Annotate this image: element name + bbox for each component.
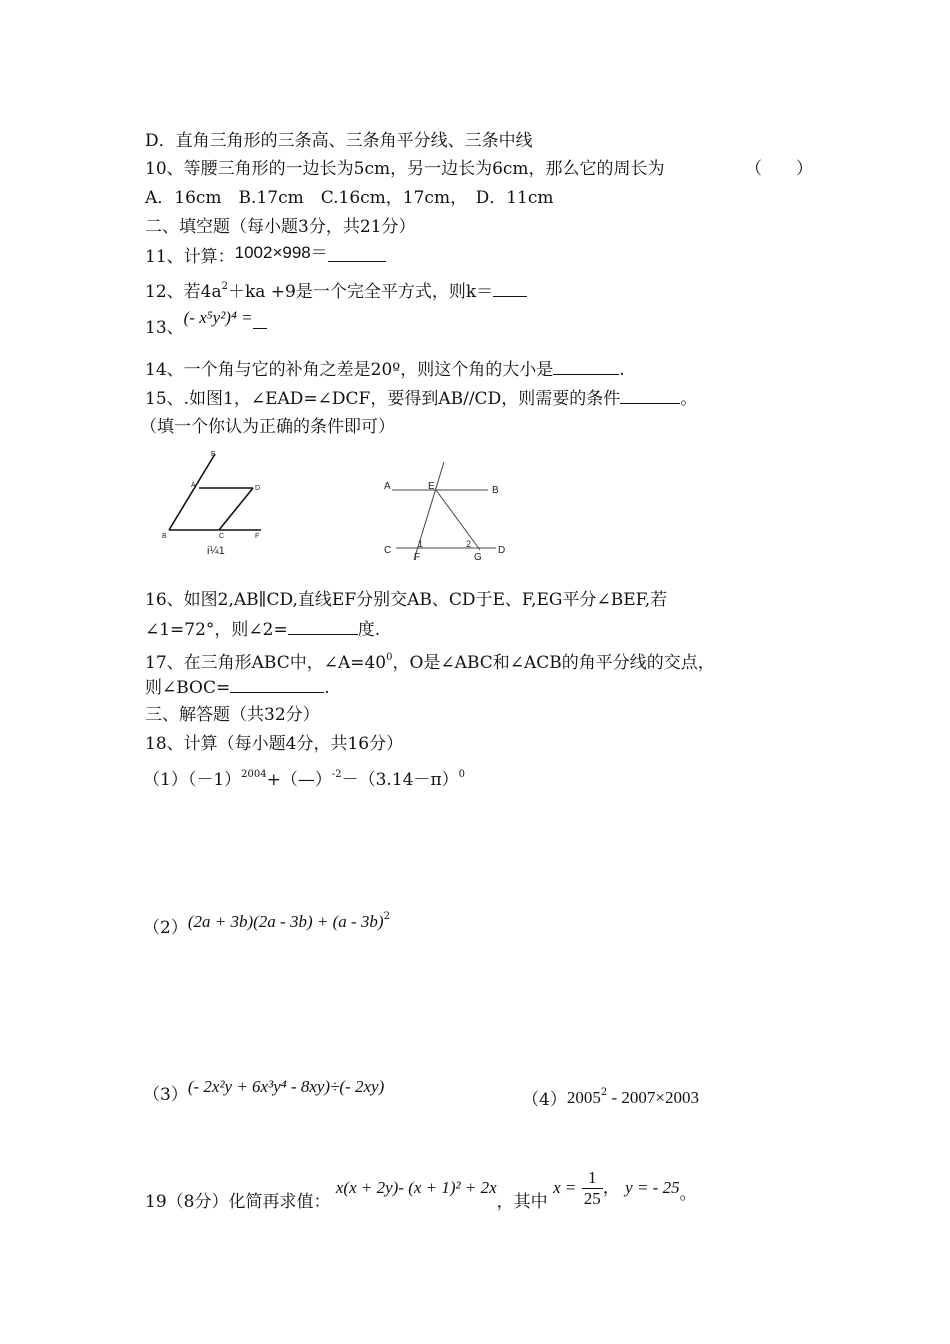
exponent: 0: [458, 769, 465, 780]
label-angle-1: 1: [418, 539, 424, 549]
answer-blank[interactable]: [230, 676, 324, 693]
question-17b-pre: 则∠BOC=: [145, 678, 231, 698]
part-4-a: 2005: [566, 1088, 601, 1107]
question-13-label: 13、: [145, 318, 184, 338]
figure-1: [155, 448, 275, 560]
part-4-b: - 2007×2003: [607, 1088, 699, 1107]
question-17b-post: .: [324, 678, 330, 698]
line-ef: [169, 454, 215, 530]
exponent: 2: [383, 911, 390, 922]
part-1-a: （1）（－1）: [143, 770, 242, 790]
fraction-denominator: 25: [583, 1189, 601, 1208]
question-19-end: 。: [679, 1184, 697, 1204]
answer-blank[interactable]: [328, 245, 386, 262]
label-f: F: [255, 533, 260, 540]
line-cd: [219, 488, 253, 530]
question-17a-post: ，O是∠ABC和∠ACB的角平分线的交点，: [392, 653, 715, 673]
question-14-end: .: [619, 360, 625, 380]
question-12-pre: 12、若4a: [145, 282, 222, 302]
question-14-text: 14、一个角与它的补角之差是20º，则这个角的大小是: [145, 360, 554, 380]
question-15-end: 。: [680, 389, 698, 409]
question-16a: 16、如图2,AB∥CD,直线EF分别交AB、CD于E、F,EG平分∠BEF,若: [145, 590, 668, 610]
fraction-1-25: [582, 1168, 603, 1209]
exponent: -2: [331, 769, 342, 780]
label-a: A: [191, 482, 196, 489]
question-16b-post: 度.: [357, 620, 381, 640]
question-18-4: [522, 1082, 699, 1109]
label-b: B: [162, 533, 167, 540]
question-17a-pre: 17、在三角形ABC中，∠A=40: [145, 653, 387, 673]
question-19: [145, 1168, 697, 1212]
line-eg: [436, 490, 480, 550]
label-f: F: [414, 552, 421, 563]
label-c: C: [384, 545, 392, 556]
question-13-expr: (- x⁵y²)⁴ =: [183, 308, 253, 327]
answer-blank[interactable]: [253, 312, 267, 329]
section-3-heading: 三、解答题（共32分）: [145, 705, 320, 725]
label-d: D: [498, 545, 506, 556]
question-10-options: A．16cm B.17cm C.16cm，17cm， D．11cm: [145, 188, 554, 208]
exponent: 2: [600, 1087, 608, 1098]
fraction-numerator: 1: [582, 1168, 603, 1189]
y-equals: y = - 25: [625, 1178, 680, 1197]
part-2-expr: (2a + 3b)(2a - 3b) + (a - 3b): [187, 912, 384, 931]
x-equals: x =: [553, 1178, 577, 1197]
question-15-text: 15、.如图1，∠EAD=∠DCF，要得到AB//CD，则需要的条件: [145, 389, 621, 409]
part-2-label: （2）: [143, 918, 188, 938]
question-15: [145, 387, 697, 410]
question-13: [145, 308, 267, 338]
label-e: E: [211, 451, 216, 458]
exponent: 0: [386, 652, 393, 663]
question-18-3: [143, 1076, 385, 1105]
question-19-mid: ，其中: [496, 1192, 548, 1212]
question-14: [145, 358, 625, 381]
answer-blank[interactable]: [288, 618, 358, 635]
label-a: A: [384, 481, 391, 492]
question-19-comma: ，: [602, 1178, 620, 1198]
part-4-label: （4）: [522, 1090, 567, 1110]
question-19-expr: x(x + 2y)- (x + 1)² + 2x: [335, 1178, 497, 1197]
option-d-line: D．直角三角形的三条高、三条角平分线、三条中线: [145, 131, 533, 151]
label-d: D: [255, 485, 261, 492]
question-18: 18、计算（每小题4分，共16分）: [145, 734, 404, 754]
question-16b-pre: ∠1=72°，则∠2=: [145, 620, 288, 640]
question-18-1: [143, 764, 465, 791]
question-16b: [145, 618, 380, 641]
question-17b: [145, 676, 330, 699]
question-11-label: 11、计算：: [145, 247, 235, 267]
exponent: 2004: [241, 769, 267, 780]
question-19-label: 19（8分）化简再求值：: [145, 1192, 331, 1212]
label-g: G: [474, 552, 482, 563]
section-2-heading: 二、填空题（每小题3分，共21分）: [145, 217, 416, 237]
question-11: [145, 245, 386, 268]
figure-1-caption: i¼1: [207, 545, 225, 557]
part-1-b: +（—）: [266, 770, 332, 790]
figure-2: [378, 462, 518, 566]
part-1-c: －（3.14－π）: [341, 770, 459, 790]
label-c: C: [219, 533, 225, 540]
question-11-expr: 1002×998＝: [234, 243, 328, 262]
question-17a: [145, 647, 715, 674]
answer-blank[interactable]: [553, 358, 619, 375]
label-e: E: [428, 481, 435, 492]
question-10: [145, 158, 813, 180]
answer-blank[interactable]: [620, 387, 680, 404]
exponent: 2: [221, 281, 228, 292]
question-18-2: [143, 906, 390, 938]
question-15-note: （填一个你认为正确的条件即可）: [140, 417, 395, 437]
question-12: [145, 276, 527, 303]
label-angle-2: 2: [466, 539, 472, 549]
answer-blank[interactable]: [493, 280, 527, 297]
answer-paren: （ ）: [745, 159, 813, 179]
label-b: B: [492, 485, 499, 496]
part-3-label: （3）: [143, 1085, 188, 1105]
question-12-post: ＋ka +9是一个完全平方式，则k＝: [227, 282, 494, 302]
part-3-expr: (- 2x²y + 6x³y⁴ - 8xy)÷(- 2xy): [187, 1077, 385, 1096]
question-10-text: 10、等腰三角形的一边长为5cm，另一边长为6cm，那么它的周长为: [145, 159, 665, 179]
